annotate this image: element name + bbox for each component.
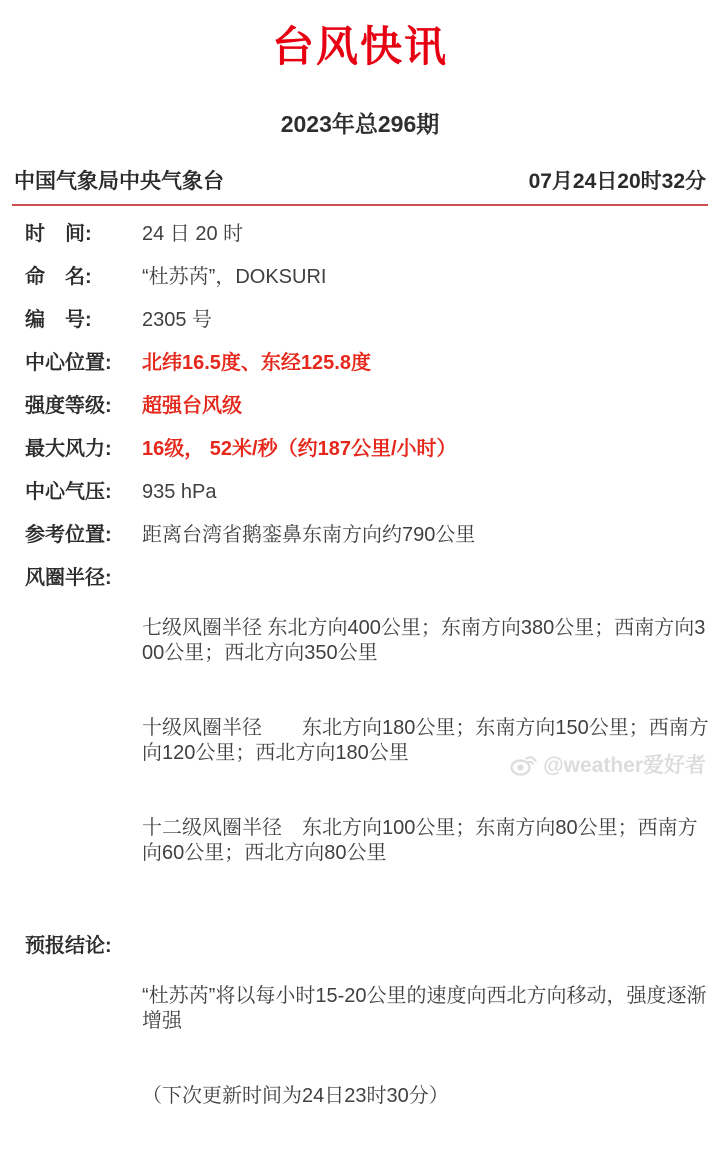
field-label: 中心气压: xyxy=(25,481,112,503)
info-row-pressure xyxy=(25,480,712,505)
typhoon-bulletin-page xyxy=(0,14,720,1107)
meta-row xyxy=(14,165,706,195)
field-label: 编 号: xyxy=(25,309,92,331)
field-label: 预报结论: xyxy=(25,935,112,957)
field-value: 北纬16.5度、东经125.8度 xyxy=(142,352,371,374)
wind-circle-line-12: 十二级风圈半径 东北方向100公里；东南方向80公里；西南方向60公里；西北方向80公里 xyxy=(142,817,698,864)
info-row-name xyxy=(25,265,712,290)
watermark xyxy=(510,749,706,779)
weibo-logo-icon xyxy=(510,753,537,776)
info-row-time xyxy=(25,222,712,247)
info-table xyxy=(0,206,720,1159)
field-value: “杜苏芮”，DOKSURI xyxy=(142,266,327,288)
info-row-number xyxy=(25,308,712,333)
field-label: 强度等级: xyxy=(25,395,112,417)
watermark-handle: @weather爱好者 xyxy=(543,754,706,777)
field-label: 时 间: xyxy=(25,223,92,245)
field-value: 超强台风级 xyxy=(142,395,242,417)
info-row-max-wind xyxy=(25,437,712,462)
info-row-wind-circle xyxy=(25,566,712,916)
info-row-reference-position xyxy=(25,523,712,548)
forecast-line-movement: “杜苏芮”将以每小时15-20公里的速度向西北方向移动，强度逐渐增强 xyxy=(142,985,707,1032)
wind-circle-values xyxy=(142,566,712,916)
info-row-center-position xyxy=(25,351,712,376)
issue-number: 2023年总296期 xyxy=(280,111,440,137)
field-label: 命 名: xyxy=(25,266,92,288)
wind-circle-line-10: 十级风圈半径 东北方向180公里；东南方向150公里；西南方向120公里；西北方向180公里 xyxy=(142,717,709,764)
publish-time: 07月24日20时32分 xyxy=(528,170,706,193)
forecast-line-next-update: （下次更新时间为24日23时30分） xyxy=(142,1085,449,1107)
field-label: 参考位置: xyxy=(25,524,112,546)
field-value: 935 hPa xyxy=(142,481,217,503)
agency-name: 中国气象局中央气象台 xyxy=(14,170,224,193)
field-label: 最大风力: xyxy=(25,438,112,460)
field-value: 2305 号 xyxy=(142,309,213,331)
field-value: 24 日 20 时 xyxy=(142,223,244,245)
forecast-values xyxy=(142,934,712,1159)
page-title: 台风快讯 xyxy=(271,23,448,70)
field-value: 距离台湾省鹅銮鼻东南方向约790公里 xyxy=(142,524,476,546)
field-label: 风圈半径: xyxy=(25,567,112,589)
field-value: 16级， 52米/秒（约187公里/小时） xyxy=(142,438,457,460)
field-label: 中心位置: xyxy=(25,352,112,374)
info-row-intensity xyxy=(25,394,712,419)
info-row-forecast xyxy=(25,934,712,1159)
wind-circle-line-7: 七级风圈半径 东北方向400公里；东南方向380公里；西南方向300公里；西北方向350公里 xyxy=(142,617,706,664)
